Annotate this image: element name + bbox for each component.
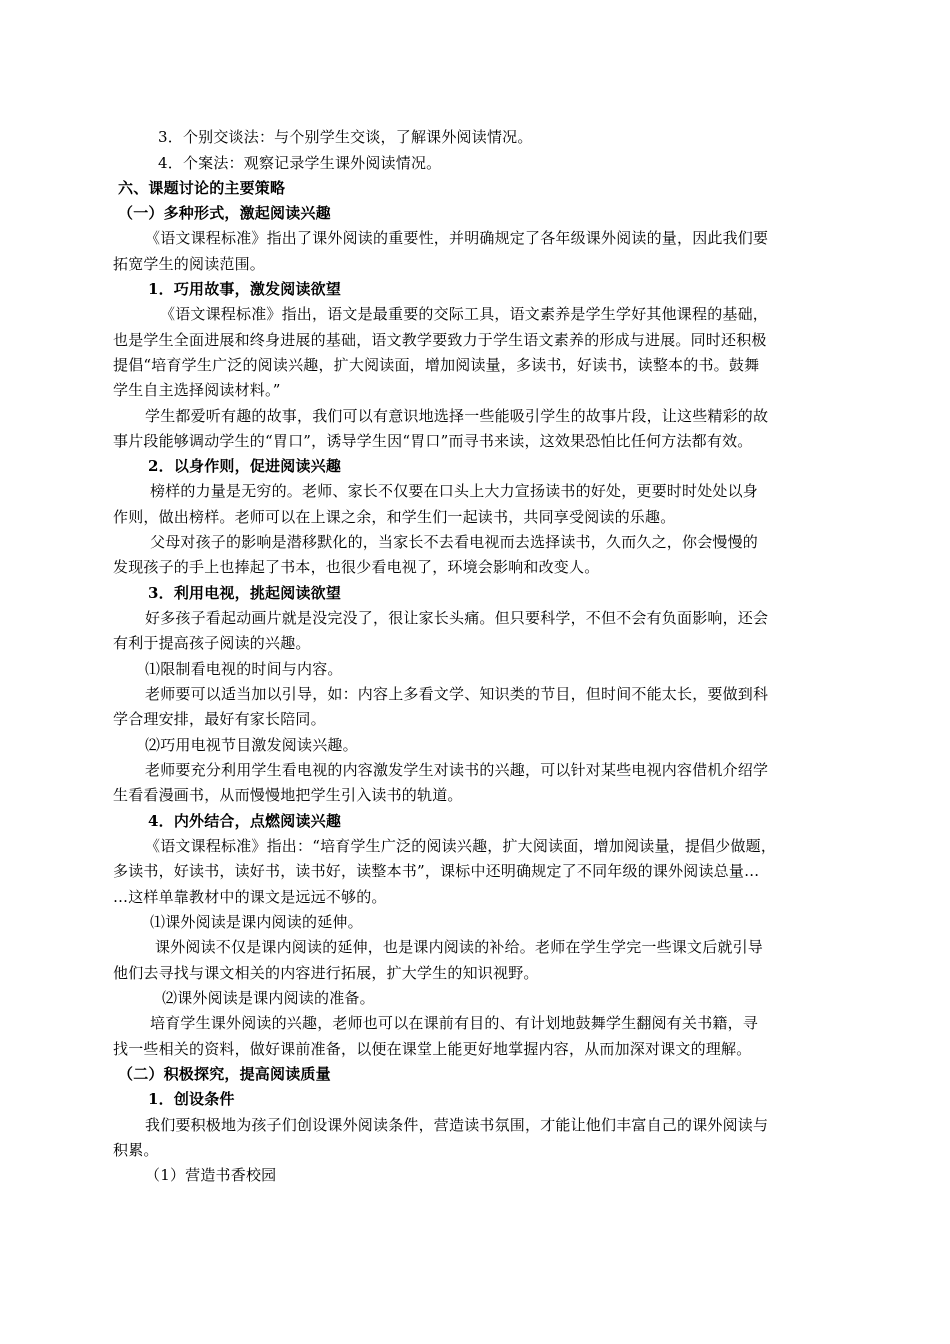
text-line: 好多孩子看起动画片就是没完没了，很让家长头痛。但只要科学，不但不会有负面影响，还会 [145,609,769,627]
text-line: 老师要充分利用学生看电视的内容激发学生对读书的兴趣，可以针对某些电视内容借机介绍学 [145,761,769,779]
subsection-heading: （二）积极探究，提高阅读质量 [118,1065,331,1083]
text-line: 作则，做出榜样。老师可以在上课之余，和学生们一起读书，共同享受阅读的乐趣。 [113,508,676,526]
text-line: 4．个案法：观察记录学生课外阅读情况。 [158,154,442,172]
text-line: （1）营造书香校园 [145,1166,277,1184]
text-line: 找一些相关的资料，做好课前准备，以便在课堂上能更好地掌握内容，从而加深对课文的理解。 [113,1040,752,1058]
item-heading: 4．内外结合，点燃阅读兴趣 [148,812,342,830]
text-line: 《语文课程标准》指出了课外阅读的重要性，并明确规定了各年级课外阅读的量，因此我们要 [145,229,769,247]
text-line: 父母对孩子的影响是潜移默化的，当家长不去看电视而去选择读书，久而久之，你会慢慢的 [150,533,759,551]
item-heading: 1．创设条件 [148,1090,235,1108]
text-line: 学生都爱听有趣的故事，我们可以有意识地选择一些能吸引学生的故事片段，让这些精彩的故 [145,407,769,425]
text-line: 拓宽学生的阅读范围。 [113,255,266,273]
text-line: 培育学生课外阅读的兴趣，老师也可以在课前有目的、有计划地鼓舞学生翻阅有关书籍，寻 [150,1014,759,1032]
text-line: 《语文课程标准》指出：“培育学生广泛的阅读兴趣，扩大阅读面，增加阅读量，提倡少做题， [145,837,777,855]
item-heading: 1．巧用故事，激发阅读欲望 [148,280,342,298]
text-line: 提倡“培育学生广泛的阅读兴趣，扩大阅读面，增加阅读量，多读书，好读书，读整本的书。鼓舞 [113,356,760,374]
text-line: 《语文课程标准》指出，语文是最重要的交际工具，语文素养是学生学好其他课程的基础， [160,305,769,323]
text-line: 老师要可以适当加以引导，如：内容上多看文学、知识类的节目，但时间不能太长，要做到科 [145,685,769,703]
text-line: 也是学生全面进展和终身进展的基础，语文教学要致力于学生语文素养的形成与进展。同时还积极 [113,331,767,349]
text-line: 学合理安排，最好有家长陪同。 [113,710,326,728]
text-line: 发现孩子的手上也捧起了书本，也很少看电视了，环境会影响和改变人。 [113,558,600,576]
text-line: 积累。 [113,1141,159,1159]
subsection-heading: （一）多种形式，激起阅读兴趣 [118,204,331,222]
text-line: 3．个别交谈法：与个别学生交谈，了解课外阅读情况。 [158,128,533,146]
text-line: 他们去寻找与课文相关的内容进行拓展，扩大学生的知识视野。 [113,964,539,982]
item-heading: 2．以身作则，促进阅读兴趣 [148,457,342,475]
text-line: 生看看漫画书，从而慢慢地把学生引入读书的轨道。 [113,786,463,804]
item-heading: 3．利用电视，挑起阅读欲望 [148,584,342,602]
text-line: 有利于提高孩子阅读的兴趣。 [113,634,311,652]
text-line: ⑵巧用电视节目激发阅读兴趣。 [145,736,358,754]
text-line: 事片段能够调动学生的“胃口”，诱导学生因“胃口”而寻书来读，这效果恐怕比任何方法都有效。 [113,432,753,450]
text-line: 学生自主选择阅读材料。” [113,381,281,399]
text-line: 我们要积极地为孩子们创设课外阅读条件，营造读书氛围，才能让他们丰富自己的课外阅读与 [145,1116,769,1134]
text-line: 课外阅读不仅是课内阅读的延伸，也是课内阅读的补给。老师在学生学完一些课文后就引导 [155,938,764,956]
text-line: ⑵课外阅读是课内阅读的准备。 [162,989,375,1007]
text-line: …这样单靠教材中的课文是远远不够的。 [113,888,387,906]
text-line: 榜样的力量是无穷的。老师、家长不仅要在口头上大力宣扬读书的好处，更要时时处处以身 [150,482,759,500]
section-heading: 六、课题讨论的主要策略 [118,179,286,197]
text-line: 多读书，好读书，读好书，读书好，读整本书”，课标中还明确规定了不同年级的课外阅读总量… [113,862,760,880]
text-line: ⑴课外阅读是课内阅读的延伸。 [150,913,363,931]
text-line: ⑴限制看电视的时间与内容。 [145,660,343,678]
